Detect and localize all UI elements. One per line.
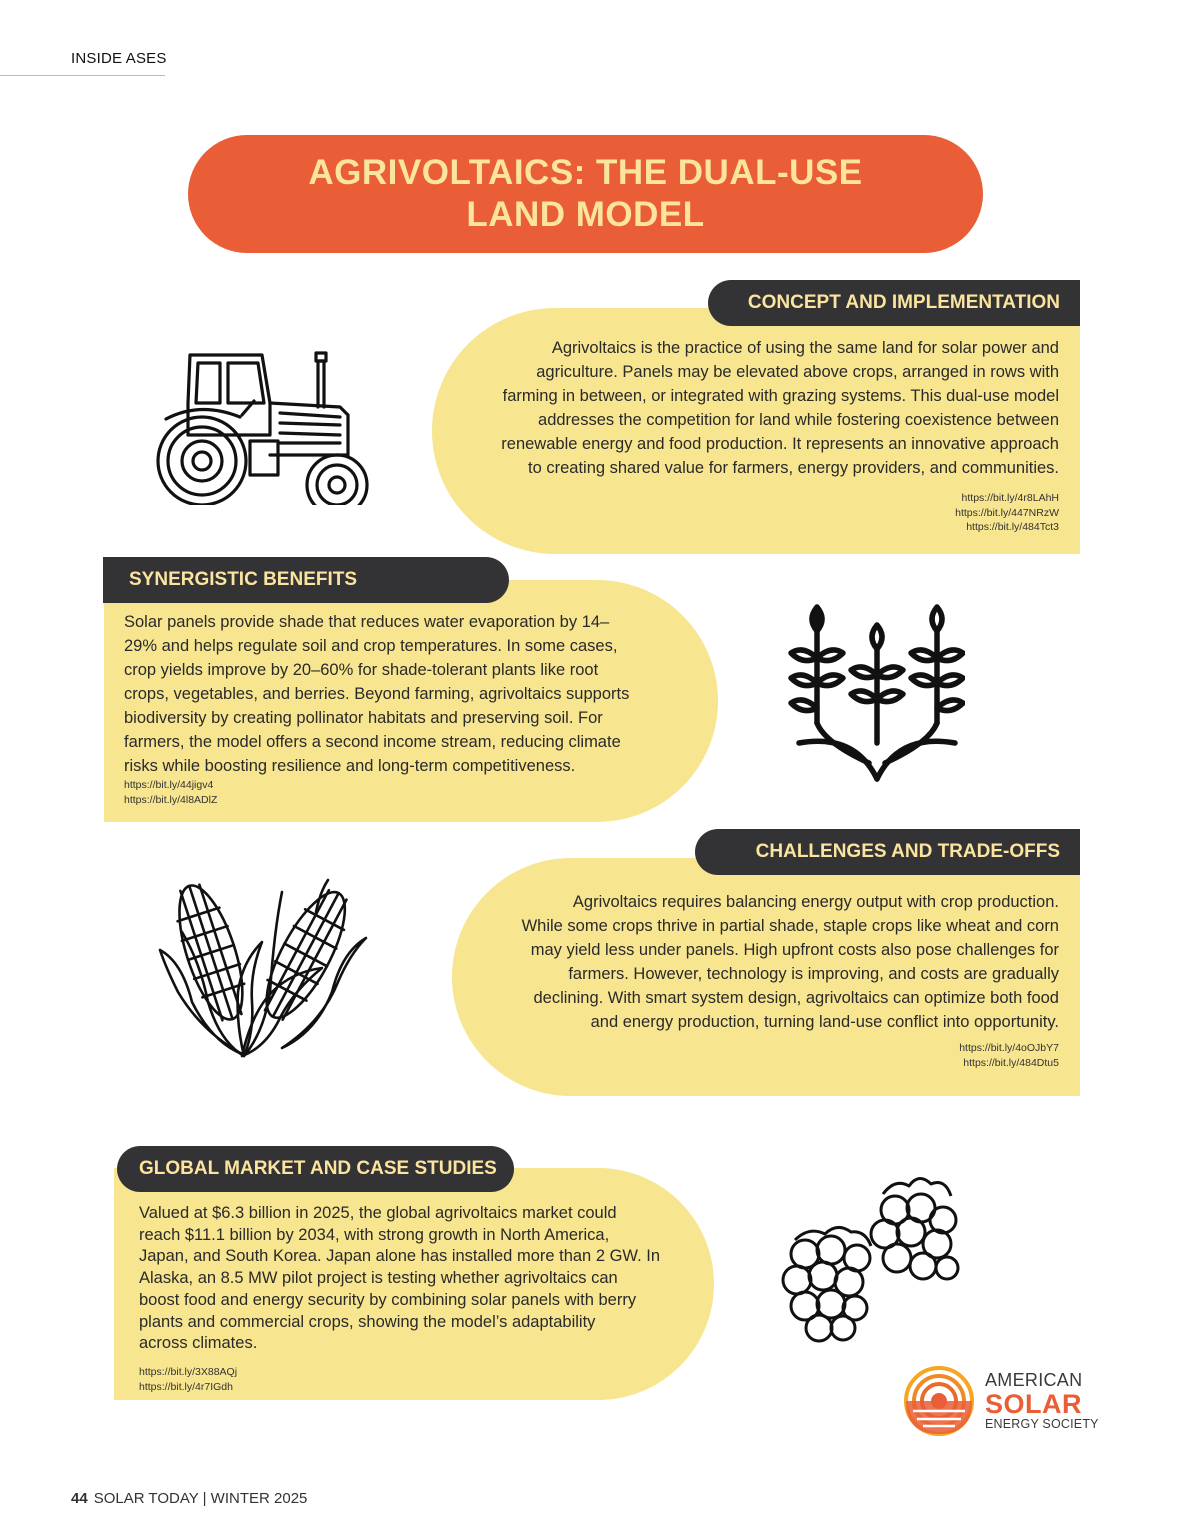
source-link[interactable]: https://bit.ly/3X88AQj bbox=[139, 1366, 238, 1378]
concept-line: agriculture. Panels may be elevated above crops, arranged in rows with bbox=[536, 363, 1059, 381]
challenges-body bbox=[459, 890, 1059, 1034]
challenges-line: declining. With smart system design, agrivoltaics can optimize both food bbox=[533, 989, 1059, 1007]
corn-icon bbox=[152, 872, 372, 1060]
ases-logo-text bbox=[985, 1370, 1099, 1431]
challenges-line: farmers. However, technology is improving, and costs are gradually bbox=[568, 965, 1059, 983]
challenges-links bbox=[959, 1041, 1059, 1070]
page-title-banner bbox=[188, 135, 983, 253]
market-links bbox=[139, 1365, 237, 1394]
challenges-line: may yield less under panels. High upfront costs also pose challenges for bbox=[530, 941, 1059, 959]
source-link[interactable]: https://bit.ly/4oOJbY7 bbox=[959, 1042, 1059, 1054]
challenges-heading: CHALLENGES AND TRADE-OFFS bbox=[695, 829, 1080, 875]
source-link[interactable]: https://bit.ly/44jigv4 bbox=[124, 779, 214, 791]
source-link[interactable]: https://bit.ly/484Tct3 bbox=[966, 521, 1059, 533]
tractor-icon bbox=[150, 345, 372, 505]
benefits-body bbox=[124, 610, 684, 778]
ases-sun-logo-icon bbox=[903, 1365, 975, 1437]
benefits-line: risks while boosting resilience and long-term competitiveness. bbox=[124, 757, 576, 775]
section-label: INSIDE ASES bbox=[71, 50, 167, 67]
concept-line: Agrivoltaics is the practice of using the same land for solar power and bbox=[551, 339, 1059, 357]
concept-line: to creating shared value for farmers, energy providers, and communities. bbox=[528, 459, 1059, 477]
benefits-links bbox=[124, 778, 217, 807]
market-line: Japan, and South Korea. Japan alone has installed more than 2 GW. In bbox=[139, 1247, 661, 1266]
logo-line-1: AMERICAN bbox=[985, 1370, 1083, 1390]
market-heading: GLOBAL MARKET AND CASE STUDIES bbox=[117, 1146, 514, 1192]
market-line: plants and commercial crops, showing the model’s adaptability bbox=[139, 1312, 596, 1331]
benefits-line: Solar panels provide shade that reduces water evaporation by 14– bbox=[124, 613, 610, 631]
source-link[interactable]: https://bit.ly/4r7IGdh bbox=[139, 1380, 233, 1393]
publication-info: SOLAR TODAY | WINTER 2025 bbox=[93, 1490, 308, 1507]
concept-links bbox=[955, 491, 1059, 535]
benefits-line: crop yields improve by 20–60% for shade-tolerant plants like root bbox=[124, 661, 599, 679]
challenges-line: Agrivoltaics requires balancing energy output with crop production. bbox=[572, 893, 1059, 911]
benefits-heading: SYNERGISTIC BENEFITS bbox=[103, 557, 509, 603]
concept-line: farming in between, or integrated with grazing systems. This dual-use model bbox=[502, 387, 1059, 405]
section-divider bbox=[0, 75, 165, 76]
concept-line: renewable energy and food production. It represents an innovative approach bbox=[501, 435, 1059, 453]
market-line: across climates. bbox=[139, 1334, 258, 1353]
benefits-line: farmers, the model offers a second income stream, reducing climate bbox=[124, 733, 621, 751]
market-line: boost food and energy security by combining solar panels with berry bbox=[139, 1290, 637, 1309]
wheat-icon bbox=[785, 603, 965, 783]
market-line: Valued at $6.3 billion in 2025, the global agrivoltaics market could bbox=[139, 1204, 617, 1222]
source-link[interactable]: https://bit.ly/447NRzW bbox=[955, 506, 1059, 519]
benefits-line: biodiversity by creating pollinator habitats and preserving soil. For bbox=[124, 709, 603, 727]
logo-line-3: ENERGY SOCIETY bbox=[985, 1417, 1099, 1431]
benefits-line: 29% and helps regulate soil and crop temperatures. In some cases, bbox=[124, 637, 618, 655]
concept-line: addresses the competition for land while fostering coexistence between bbox=[538, 411, 1059, 429]
logo-line-2: SOLAR bbox=[985, 1389, 1082, 1419]
source-link[interactable]: https://bit.ly/484Dtu5 bbox=[963, 1056, 1059, 1069]
page-footer bbox=[71, 1490, 307, 1507]
concept-heading: CONCEPT AND IMPLEMENTATION bbox=[708, 280, 1080, 326]
benefits-line: crops, vegetables, and berries. Beyond farming, agrivoltaics supports bbox=[124, 685, 630, 703]
berries-icon bbox=[775, 1168, 967, 1348]
source-link[interactable]: https://bit.ly/4r8LAhH bbox=[961, 492, 1059, 504]
challenges-line: While some crops thrive in partial shade, staple crops like wheat and corn bbox=[521, 917, 1059, 935]
concept-body bbox=[439, 336, 1059, 480]
page-title-line-1: AGRIVOLTAICS: THE DUAL-USE bbox=[308, 153, 863, 192]
market-line: reach $11.1 billion by 2034, with strong growth in North America, bbox=[139, 1225, 610, 1244]
page-title-line-2: LAND MODEL bbox=[466, 195, 705, 234]
page-number: 44 bbox=[71, 1490, 88, 1507]
source-link[interactable]: https://bit.ly/4l8ADlZ bbox=[124, 793, 218, 806]
market-body bbox=[139, 1203, 699, 1355]
challenges-line: and energy production, turning land-use conflict into opportunity. bbox=[590, 1013, 1059, 1031]
market-line: Alaska, an 8.5 MW pilot project is testing whether agrivoltaics can bbox=[139, 1269, 618, 1288]
